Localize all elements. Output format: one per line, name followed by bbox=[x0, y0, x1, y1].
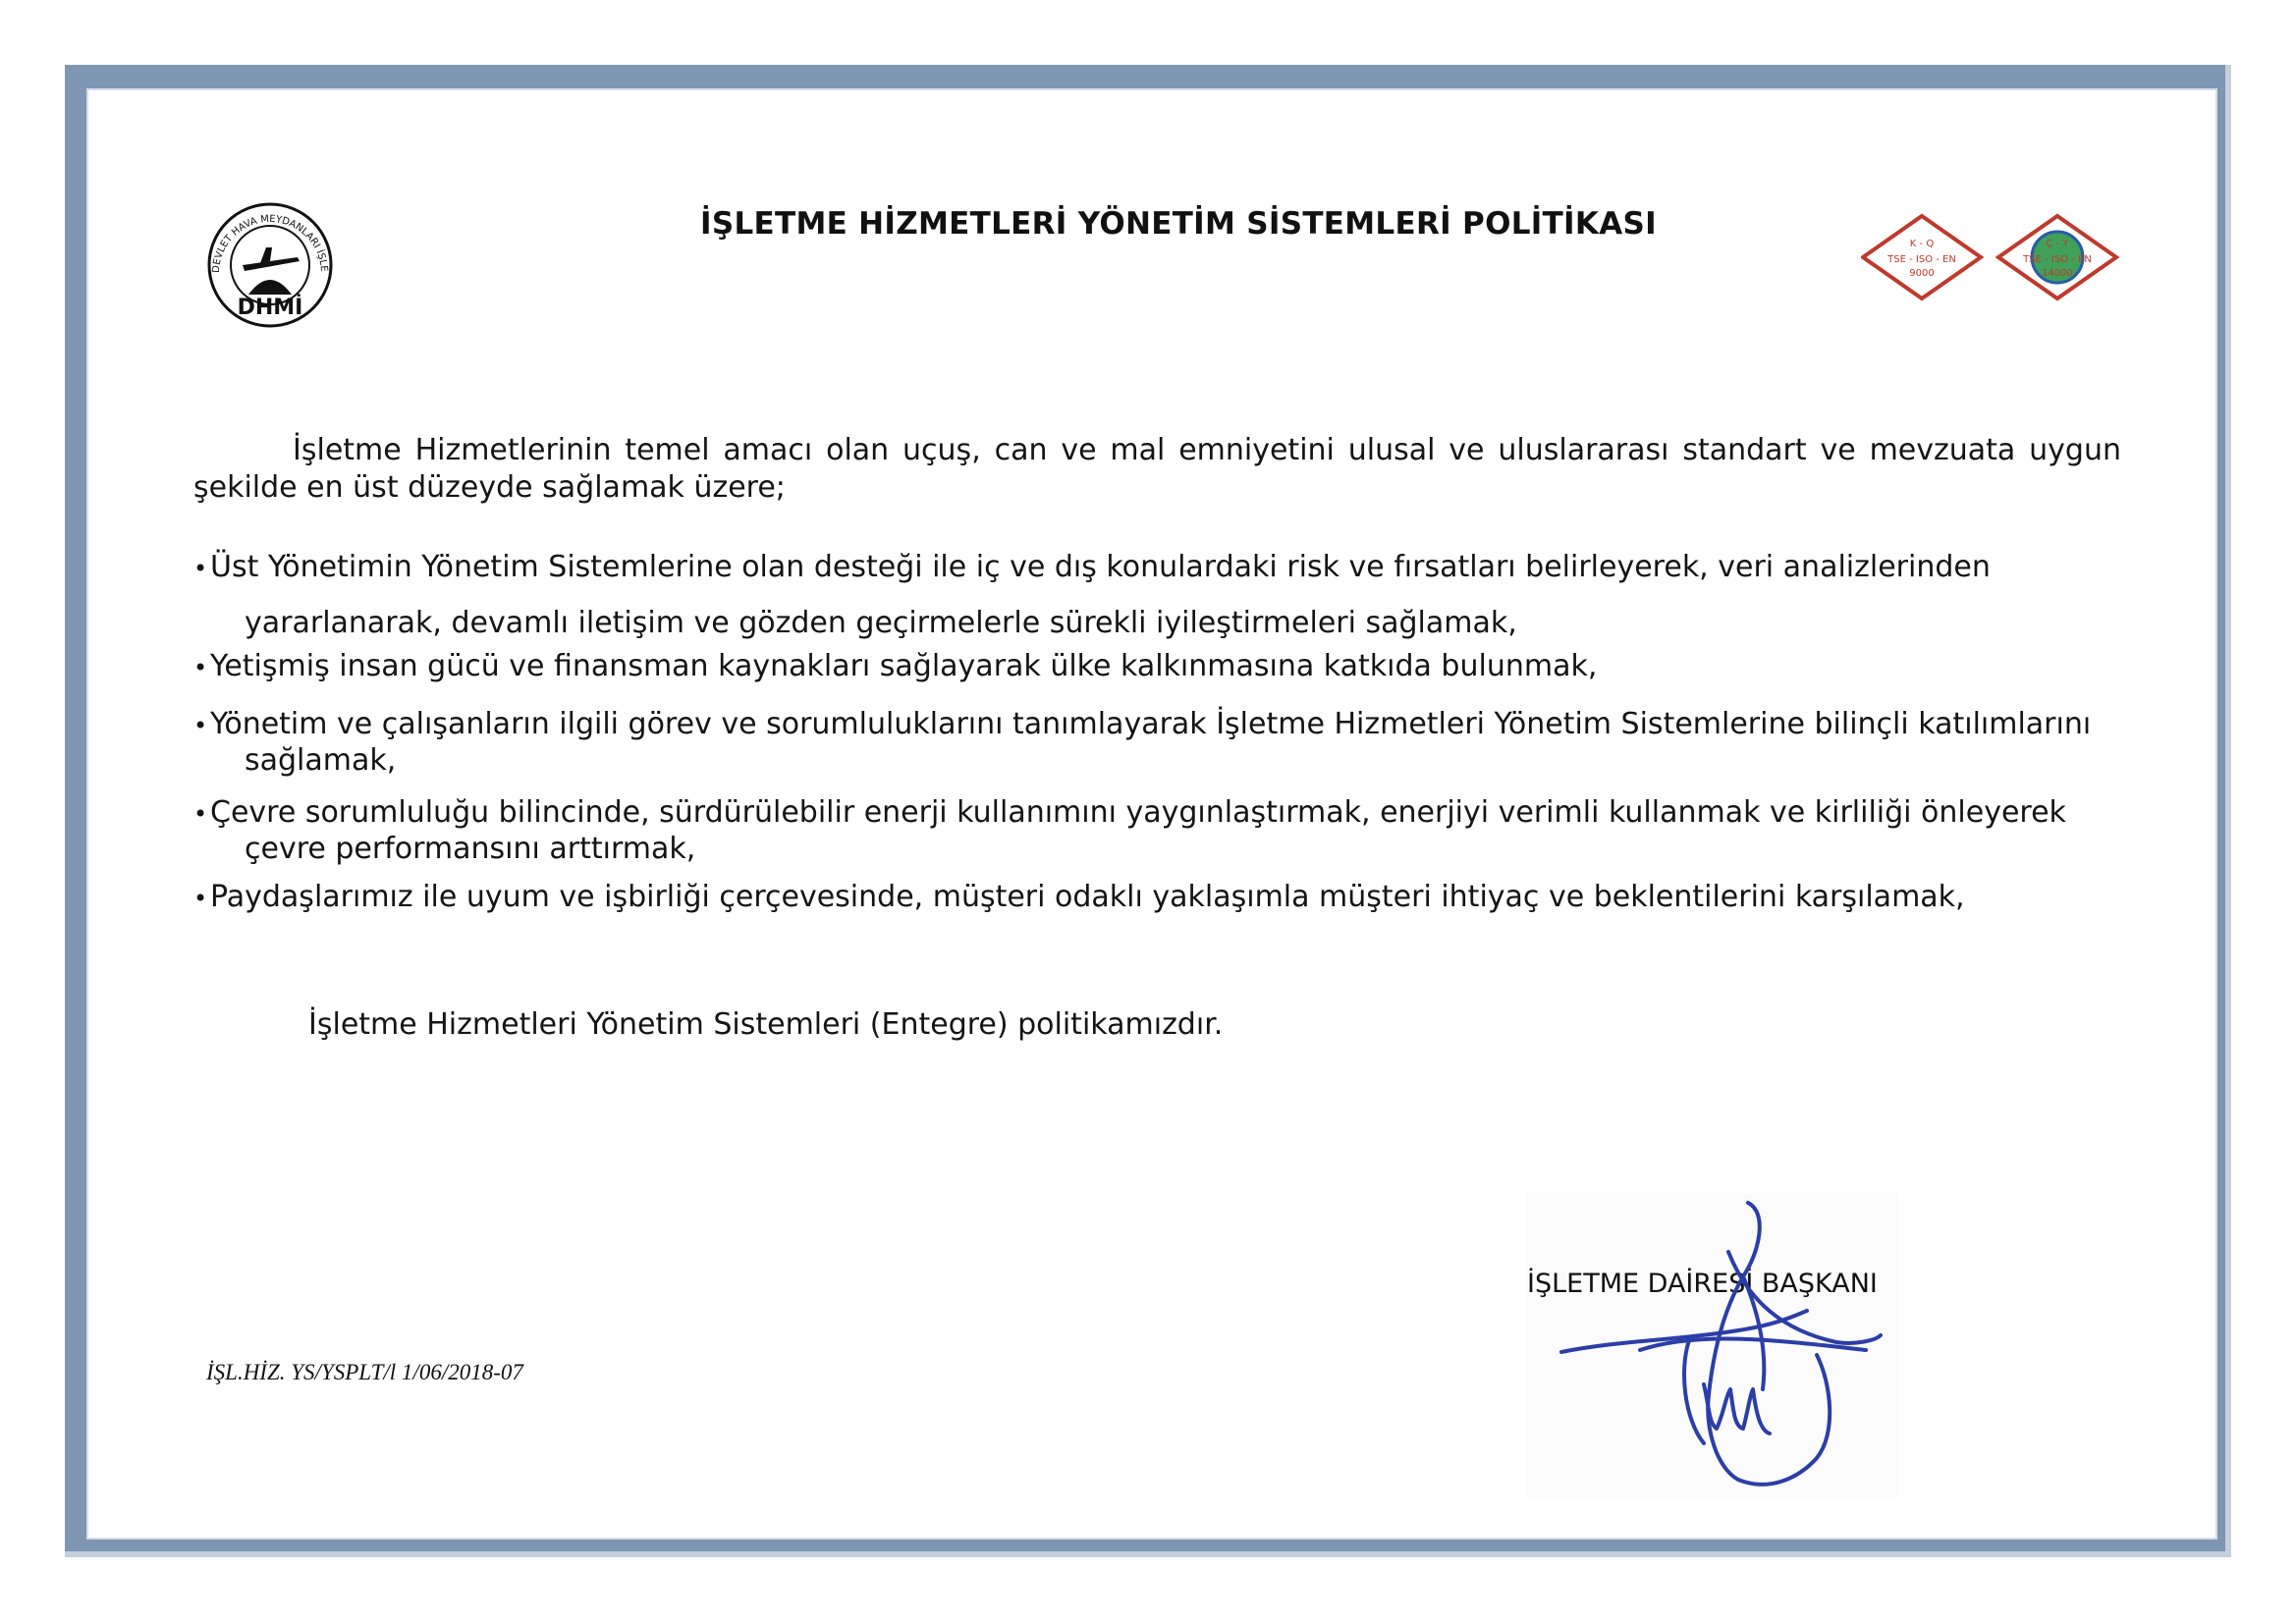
iso-14000-badge bbox=[1998, 216, 2116, 298]
policy-bullet-text: Üst Yönetimin Yönetim Sistemlerine olan desteği ile iç ve dış konulardaki risk ve fırsatları belirleyerek, veri analizlerinden yararlanarak, devamlı iletişim ve gözden geçirmelerle sürekli iyileştirmeleri sağlamak, bbox=[210, 550, 1991, 640]
svg-text:14000: 14000 bbox=[2042, 268, 2073, 279]
svg-text:TSE - ISO - EN: TSE - ISO - EN bbox=[2023, 254, 2092, 265]
bullet-dot: • bbox=[193, 654, 208, 681]
svg-text:DEVLET HAVA MEYDANLARI İŞLETME: DEVLET HAVA MEYDANLARI İŞLE bbox=[210, 213, 330, 274]
bullet-dot: • bbox=[193, 712, 208, 739]
intro-paragraph: İşletme Hizmetlerinin temel amacı olan uçuş, can ve mal emniyetini ulusal ve uluslararası standart ve mevzuata uygun şekilde en üst düzeyde sağlamak üzere; bbox=[193, 433, 2121, 505]
svg-text:DHMİ: DHMİ bbox=[237, 296, 303, 320]
policy-bullet-text: Yetişmiş insan gücü ve finansman kaynakları sağlayarak ülke kalkınmasına katkıda bulunmak, bbox=[210, 649, 1598, 683]
svg-text:TSE - ISO - EN: TSE - ISO - EN bbox=[1887, 254, 1956, 265]
closing-statement: İşletme Hizmetleri Yönetim Sistemleri (Entegre) politikamızdır. bbox=[308, 1007, 1224, 1042]
signatory-title: İŞLETME DAİRESİ BAŞKANI bbox=[1527, 1269, 1878, 1299]
svg-text:Ç - Y: Ç - Y bbox=[2046, 239, 2069, 249]
policy-bullet-text: Paydaşlarımız ile uyum ve işbirliği çerçevesinde, müşteri odaklı yaklaşımla müşteri ihtiyaç ve beklentilerini karşılamak, bbox=[210, 880, 1965, 914]
svg-text:9000: 9000 bbox=[1909, 268, 1935, 279]
dhmi-seal-logo bbox=[201, 196, 339, 329]
policy-bullet-text: Çevre sorumluluğu bilincinde, sürdürülebilir enerji kullanımını yaygınlaştırmak, enerjiyi verimli kullanmak ve kirliliği önleyerek çevre performansını arttırmak, bbox=[210, 795, 2066, 866]
iso-certification-badges bbox=[1861, 211, 2131, 304]
policy-bullet bbox=[193, 707, 2099, 779]
bullet-dot: • bbox=[193, 800, 208, 828]
policy-bullet bbox=[193, 795, 2099, 867]
document-title: İŞLETME HİZMETLERİ YÖNETİM SİSTEMLERİ POLİTİKASI bbox=[700, 206, 1657, 242]
iso-9000-badge bbox=[1863, 216, 1981, 298]
policy-bullet bbox=[193, 540, 2099, 650]
policy-bullet bbox=[193, 648, 2099, 686]
document-code: İŞL.HİZ. YS/YSPLT/l 1/06/2018-07 bbox=[206, 1360, 523, 1384]
policy-bullet-text: Yönetim ve çalışanların ilgili görev ve sorumluluklarını tanımlayarak İşletme Hizmetleri Yönetim Sistemlerine bilinçli katılımlarını sağlamak, bbox=[210, 707, 2092, 778]
handwritten-signature bbox=[1542, 1193, 1895, 1497]
svg-text:K - Q: K - Q bbox=[1909, 239, 1935, 249]
bullet-dot: • bbox=[193, 555, 208, 582]
policy-bullet bbox=[193, 879, 2099, 917]
bullet-dot: • bbox=[193, 885, 208, 912]
